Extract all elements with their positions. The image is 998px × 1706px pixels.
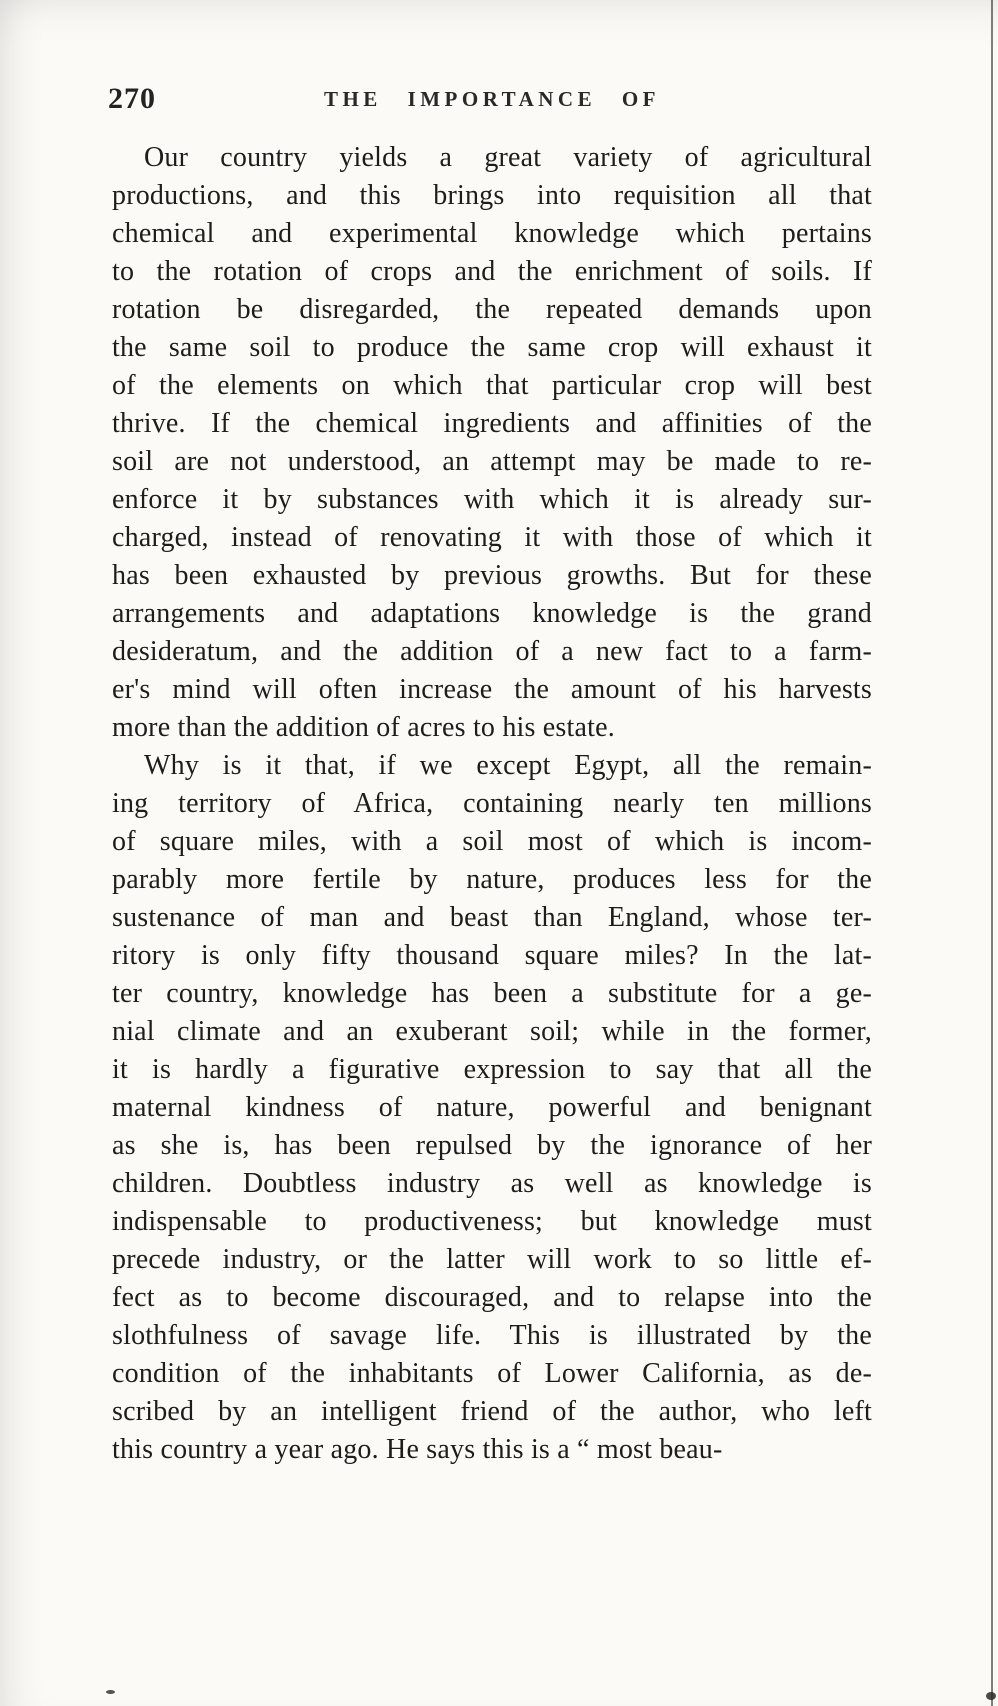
text-line: condition of the inhabitants of Lower California, as de- (112, 1358, 872, 1389)
text-line: scribed by an intelligent friend of the author, who left (112, 1396, 872, 1427)
text-line: precede industry, or the latter will work to so little ef- (112, 1244, 872, 1275)
text-line: soil are not understood, an attempt may be made to re- (112, 446, 872, 477)
text-line: of square miles, with a soil most of which is incom- (112, 826, 872, 857)
text-line: more than the addition of acres to his estate. (112, 712, 615, 743)
text-line: nial climate and an exuberant soil; while in the former, (112, 1016, 872, 1047)
text-line: charged, instead of renovating it with those of which it (112, 522, 872, 553)
scan-speck (106, 1690, 115, 1694)
text-line: as she is, has been repulsed by the ignorance of her (112, 1130, 872, 1161)
text-line: ing territory of Africa, containing nearly ten millions (112, 788, 872, 819)
paragraph (112, 139, 872, 747)
text-line: chemical and experimental knowledge which pertains (112, 218, 872, 249)
text-line: productions, and this brings into requisition all that (112, 180, 872, 211)
text-line: of the elements on which that particular crop will best (112, 370, 872, 401)
text-line: ter country, knowledge has been a substitute for a ge- (112, 978, 872, 1009)
text-line: rotation be disregarded, the repeated demands upon (112, 294, 872, 325)
page-number: 270 (108, 82, 156, 115)
text-line: Why is it that, if we except Egypt, all the remain- (144, 750, 872, 781)
text-line: er's mind will often increase the amount of his harvests (112, 674, 872, 705)
text-line: the same soil to produce the same crop will exhaust it (112, 332, 872, 363)
text-line: indispensable to productiveness; but knowledge must (112, 1206, 872, 1237)
text-line: arrangements and adaptations knowledge is the grand (112, 598, 872, 629)
text-line: slothfulness of savage life. This is illustrated by the (112, 1320, 872, 1351)
text-line: this country a year ago. He says this is a “ most beau- (112, 1434, 723, 1465)
text-line: ritory is only fifty thousand square miles? In the lat- (112, 940, 872, 971)
text-line: it is hardly a figurative expression to say that all the (112, 1054, 872, 1085)
running-head: THE IMPORTANCE OF (323, 87, 661, 111)
text-line: enforce it by substances with which it is already sur- (112, 484, 872, 515)
text-line: Our country yields a great variety of agricultural (144, 142, 872, 173)
text-line: maternal kindness of nature, powerful and benignant (112, 1092, 872, 1123)
paragraph (112, 747, 872, 1469)
text-line: children. Doubtless industry as well as knowledge is (112, 1168, 872, 1199)
page-header (108, 82, 872, 116)
text-line: sustenance of man and beast than England, whose ter- (112, 902, 872, 933)
text-line: desideratum, and the addition of a new fact to a farm- (112, 636, 872, 667)
text-line: parably more fertile by nature, produces less for the (112, 864, 872, 895)
text-line: fect as to become discouraged, and to relapse into the (112, 1282, 872, 1313)
page-text (112, 139, 872, 1469)
text-line: thrive. If the chemical ingredients and affinities of the (112, 408, 872, 439)
scan-speck (986, 1692, 996, 1700)
scan-edge-artifact (991, 0, 993, 1706)
text-line: has been exhausted by previous growths. But for these (112, 560, 872, 591)
text-line: to the rotation of crops and the enrichment of soils. If (112, 256, 872, 287)
